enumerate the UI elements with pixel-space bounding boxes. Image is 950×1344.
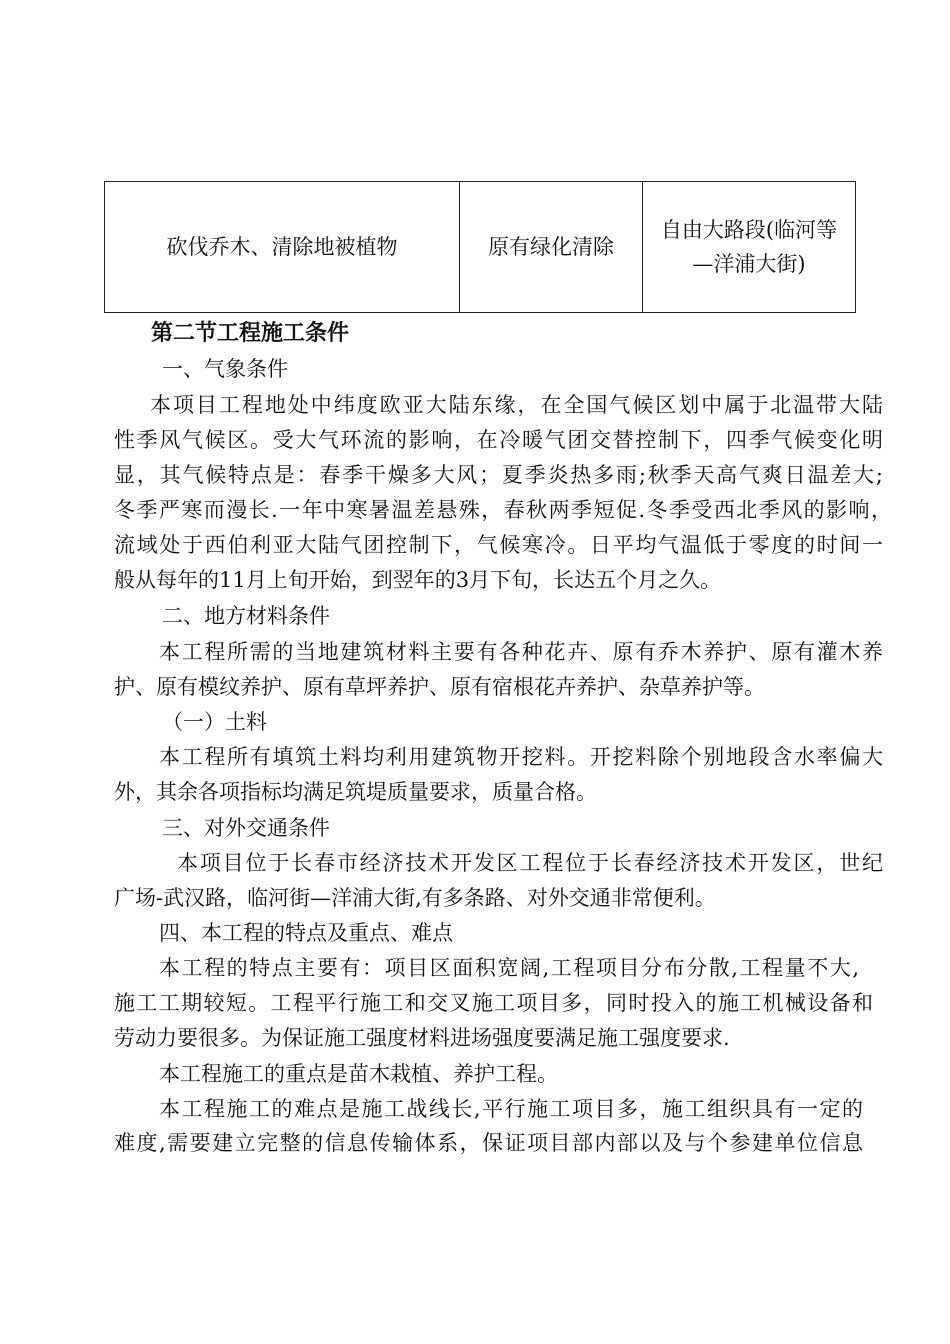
paragraph-line: 广场-武汉路，临河街—洋浦大街,有多条路、对外交通非常便利。 bbox=[114, 886, 716, 910]
paragraph-line: 施工工期较短。工程平行施工和交叉施工项目多，同时投入的施工机械设备和 bbox=[114, 991, 873, 1015]
cell-text-line: —洋浦大街) bbox=[692, 252, 806, 276]
paragraph-line: 冬季严寒而漫长.一年中寒暑温差悬殊，春秋两季短促.冬季受西北季风的影响， bbox=[114, 498, 892, 522]
soil-subheading: （一）土料 bbox=[162, 710, 267, 734]
paragraph-line: 本工程的特点主要有：项目区面积宽阔,工程项目分布分散,工程量不大, bbox=[159, 956, 859, 980]
cell-text-line: 自由大路段(临河等 bbox=[660, 218, 838, 242]
paragraph-line: 难度,需要建立完整的信息传输体系，保证项目部内部以及与个参建单位信息 bbox=[114, 1131, 863, 1155]
work-item-table bbox=[104, 181, 856, 313]
paragraph-line: 本工程所有填筑土料均利用建筑物开挖料。开挖料除个别地段含水率偏大 bbox=[159, 745, 883, 769]
paragraph-line: 劳动力要很多。为保证施工强度材料进场强度要满足施工强度要求. bbox=[114, 1026, 730, 1050]
paragraph-line: 本项目位于长春市经济技术开发区工程位于长春经济技术开发区，世纪 bbox=[177, 851, 883, 875]
cell-text: 原有绿化清除 bbox=[488, 235, 614, 259]
paragraph-line: 本工程施工的重点是苗木栽植、养护工程。 bbox=[159, 1062, 558, 1086]
paragraph-line: 性季风气候区。受大气环流的影响，在冷暖气团交替控制下，四季气候变化明 bbox=[114, 428, 883, 452]
materials-heading: 二、地方材料条件 bbox=[162, 604, 330, 628]
climate-heading: 一、气象条件 bbox=[162, 357, 288, 381]
paragraph-line: 流域处于西伯利亚大陆气团控制下，气候寒冷。日平均气温低于零度的时间一 bbox=[114, 533, 883, 557]
paragraph-line: 显，其气候特点是：春季干燥多大风；夏季炎热多雨;秋季天高气爽日温差大; bbox=[114, 463, 883, 487]
section-title: 第二节工程施工条件 bbox=[151, 320, 350, 346]
traffic-heading: 三、对外交通条件 bbox=[162, 816, 330, 840]
paragraph-line: 本工程所需的当地建筑材料主要有各种花卉、原有乔木养护、原有灌木养 bbox=[159, 640, 883, 664]
paragraph-line: 般从每年的11月上旬开始，到翌年的3月下旬，长达五个月之久。 bbox=[114, 568, 722, 592]
paragraph-line: 本项目工程地处中纬度欧亚大陆东缘，在全国气候区划中属于北温带大陆 bbox=[150, 393, 883, 417]
cell-text: 砍伐乔木、清除地被植物 bbox=[166, 235, 398, 259]
paragraph-line: 本工程施工的难点是施工战线长,平行施工项目多，施工组织具有一定的 bbox=[159, 1097, 863, 1121]
features-heading: 四、本工程的特点及重点、难点 bbox=[159, 921, 453, 945]
paragraph-line: 外，其余各项指标均满足筑堤质量要求，质量合格。 bbox=[114, 780, 597, 804]
paragraph-line: 护、原有模纹养护、原有草坪养护、原有宿根花卉养护、杂草养护等。 bbox=[114, 675, 765, 699]
table-cell-work-type bbox=[460, 182, 643, 313]
table-cell-work-content bbox=[105, 182, 460, 313]
table-row bbox=[105, 182, 856, 313]
table-cell-location bbox=[643, 182, 856, 313]
